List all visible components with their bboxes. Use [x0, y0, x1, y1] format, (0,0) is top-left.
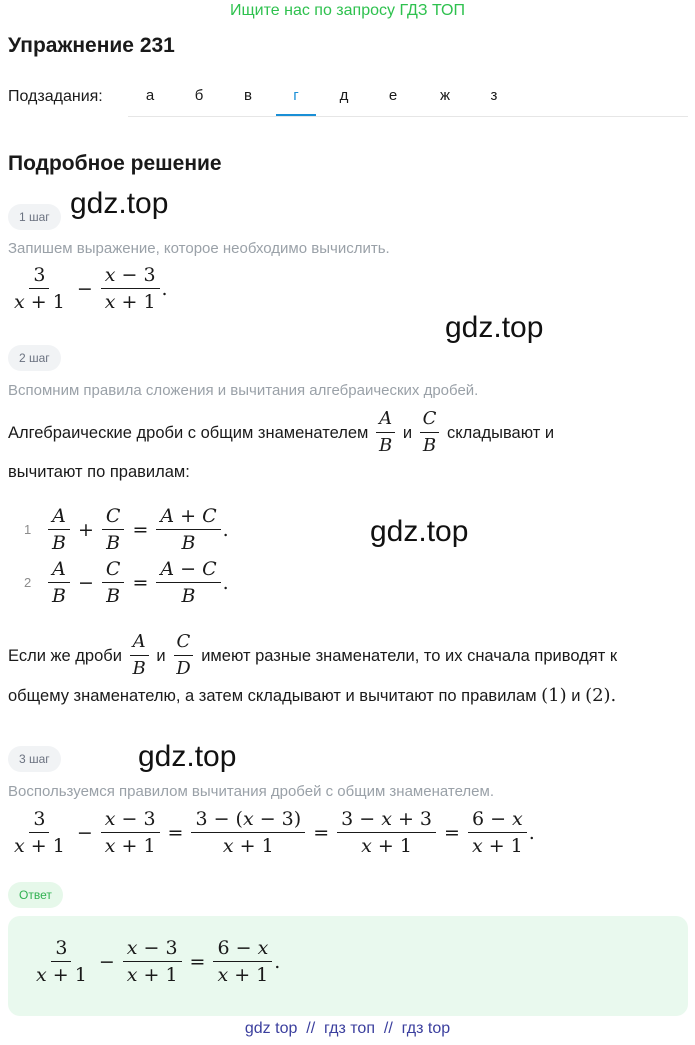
answer-badge: Ответ: [8, 882, 63, 908]
step-2-badge: 2 шаг: [8, 345, 61, 371]
step-1-badge: 1 шаг: [8, 204, 61, 230]
rule-2: 2 $\frac{A}{B}$ − $\frac{C}{B}$ = $\frac{A - C}{B}$ .: [24, 558, 229, 607]
tab-a[interactable]: а: [145, 87, 155, 104]
step-1-note: Запишем выражение, которое необходимо вычислить.: [8, 240, 390, 257]
tab-z[interactable]: з: [490, 87, 498, 104]
rule-2-number: 2: [24, 575, 32, 590]
tab-b[interactable]: б: [194, 87, 204, 104]
subtasks-label: Подзадания:: [8, 88, 103, 105]
tab-g[interactable]: г: [276, 78, 316, 116]
page-title: Упражнение 231: [8, 34, 175, 57]
tab-d[interactable]: д: [339, 87, 349, 104]
watermark: gdz.top: [70, 187, 169, 220]
step-3-badge: 3 шаг: [8, 746, 61, 772]
step-2-text-4: общему знаменателю, а затем складывают и вычитают по правилам (1) и (2).: [8, 685, 617, 706]
step-1-expression: $\frac{3}{x + 1}$ − $\frac{x - 3}{x + 1}$ .: [14, 264, 168, 313]
step-2-text-1: Алгебраические дроби с общим знаменателем $\frac{A}{B}$ и $\frac{C}{B}$ складывают и: [8, 408, 555, 456]
step-3-expression: $\frac{3}{x + 1}$ − $\frac{x - 3}{x + 1}$ = $\frac{3 - (x - 3)}{x + 1}$ = $\frac{3 - x + 3}{x + 1}$ = $\frac{6 - x}{x + 1}$ .: [14, 808, 535, 857]
watermark: gdz.top: [370, 515, 469, 548]
tab-e[interactable]: е: [388, 87, 398, 104]
answer-expression: $\frac{3}{x + 1}$ − $\frac{x - 3}{x + 1}$ = $\frac{6 - x}{x + 1}$ .: [36, 937, 281, 986]
tab-zh[interactable]: ж: [439, 87, 451, 104]
step-2-text-2: вычитают по правилам:: [8, 463, 190, 481]
step-2-text-3: Если же дроби $\frac{A}{B}$ и $\frac{C}{D}$ имеют разные знаменатели, то их сначала приводят к: [8, 631, 618, 679]
step-2-note: Вспомним правила сложения и вычитания алгебраических дробей.: [8, 382, 479, 399]
solution-heading: Подробное решение: [8, 152, 222, 175]
subtasks-tabs: [128, 78, 688, 117]
watermark: gdz.top: [138, 740, 237, 773]
step-3-note: Воспользуемся правилом вычитания дробей с общим знаменателем.: [8, 783, 494, 800]
rule-1: 1 $\frac{A}{B}$ + $\frac{C}{B}$ = $\frac{A + C}{B}$ .: [24, 505, 229, 554]
rule-1-number: 1: [24, 522, 32, 537]
watermark: gdz.top: [445, 311, 544, 344]
promo-banner[interactable]: Ищите нас по запросу ГДЗ ТОП: [230, 2, 465, 19]
tab-v[interactable]: в: [244, 87, 252, 104]
footer-links[interactable]: gdz top // гдз топ // гдз top: [244, 1020, 451, 1037]
